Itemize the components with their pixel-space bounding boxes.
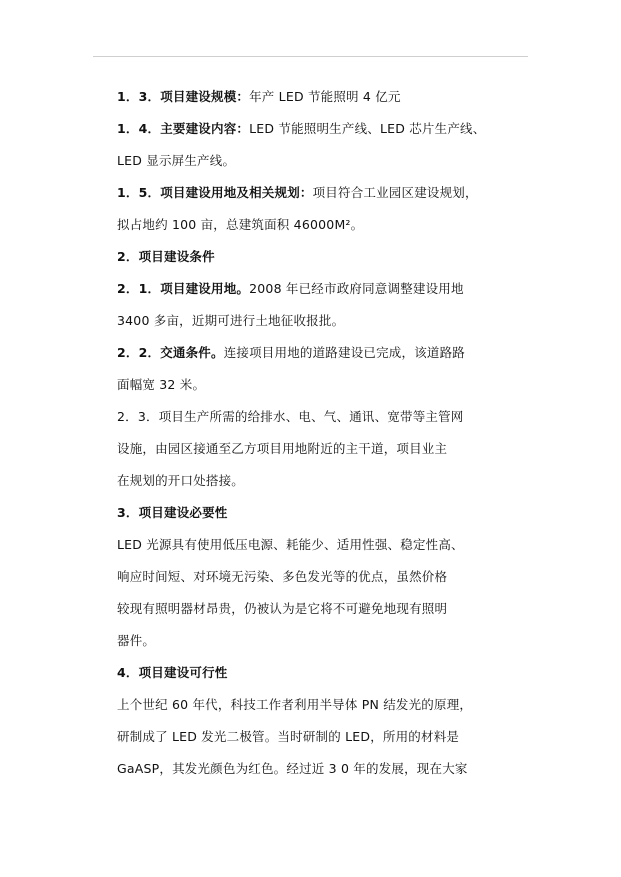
text-line xyxy=(117,561,522,593)
text-line xyxy=(117,625,522,657)
text-line xyxy=(117,529,522,561)
text-line xyxy=(117,241,522,273)
text-line xyxy=(117,657,522,689)
text-run: 3400 多亩，近期可进行土地征收报批。 xyxy=(117,313,345,328)
text-run: 上个世纪 60 年代，科技工作者利用半导体 PN 结发光的原理， xyxy=(117,697,473,712)
bold-text-run: 2．项目建设条件 xyxy=(117,249,215,264)
text-run: GaASP，其发光颜色为红色。经过近 3 0 年的发展，现在大家 xyxy=(117,761,468,776)
text-run: 在规划的开口处搭接。 xyxy=(117,473,245,488)
text-line xyxy=(117,177,522,209)
text-line xyxy=(117,401,522,433)
bold-text-run: 1．4．主要建设内容： xyxy=(117,121,250,136)
text-run: 响应时间短、对环境无污染、多色发光等的优点，虽然价格 xyxy=(117,569,448,584)
bold-text-run: 4．项目建设可行性 xyxy=(117,665,228,680)
text-run: 设施，由园区接通至乙方项目用地附近的主干道，项目业主 xyxy=(117,441,448,456)
document-body xyxy=(117,81,522,785)
bold-text-run: 2．1．项目建设用地。 xyxy=(117,281,250,296)
text-line xyxy=(117,113,522,145)
text-line xyxy=(117,273,522,305)
text-run: 研制成了 LED 发光二极管。当时研制的 LED，所用的材料是 xyxy=(117,729,460,744)
bold-text-run: 2．2．交通条件。 xyxy=(117,345,224,360)
text-line xyxy=(117,593,522,625)
header-rule xyxy=(93,56,528,57)
text-run: LED 显示屏生产线。 xyxy=(117,153,236,168)
text-run: 较现有照明器材昂贵，仍被认为是它将不可避免地现有照明 xyxy=(117,601,448,616)
text-run: 年产 LED 节能照明 4 亿元 xyxy=(249,89,401,104)
text-line xyxy=(117,337,522,369)
text-run: 拟占地约 100 亩，总建筑面积 46000M²。 xyxy=(117,217,364,232)
text-line xyxy=(117,369,522,401)
text-line xyxy=(117,721,522,753)
text-run: LED 光源具有使用低压电源、耗能少、适用性强、稳定性高、 xyxy=(117,537,464,552)
text-run: 面幅宽 32 米。 xyxy=(117,377,206,392)
text-line xyxy=(117,145,522,177)
text-line xyxy=(117,497,522,529)
text-line xyxy=(117,689,522,721)
text-run: 2008 年已经市政府同意调整建设用地 xyxy=(249,281,464,296)
text-line xyxy=(117,433,522,465)
text-line xyxy=(117,305,522,337)
text-run: 器件。 xyxy=(117,633,156,648)
bold-text-run: 1．3．项目建设规模： xyxy=(117,89,250,104)
text-run: 2．3．项目生产所需的给排水、电、气、通讯、宽带等主管网 xyxy=(117,409,464,424)
bold-text-run: 3．项目建设必要性 xyxy=(117,505,228,520)
text-run: 连接项目用地的道路建设已完成，该道路路 xyxy=(223,345,466,360)
text-line xyxy=(117,81,522,113)
bold-text-run: 1．5．项目建设用地及相关规划： xyxy=(117,185,313,200)
text-line xyxy=(117,465,522,497)
text-line xyxy=(117,209,522,241)
text-run: 项目符合工业园区建设规划， xyxy=(312,185,478,200)
text-line xyxy=(117,753,522,785)
text-run: LED 节能照明生产线、LED 芯片生产线、 xyxy=(249,121,486,136)
